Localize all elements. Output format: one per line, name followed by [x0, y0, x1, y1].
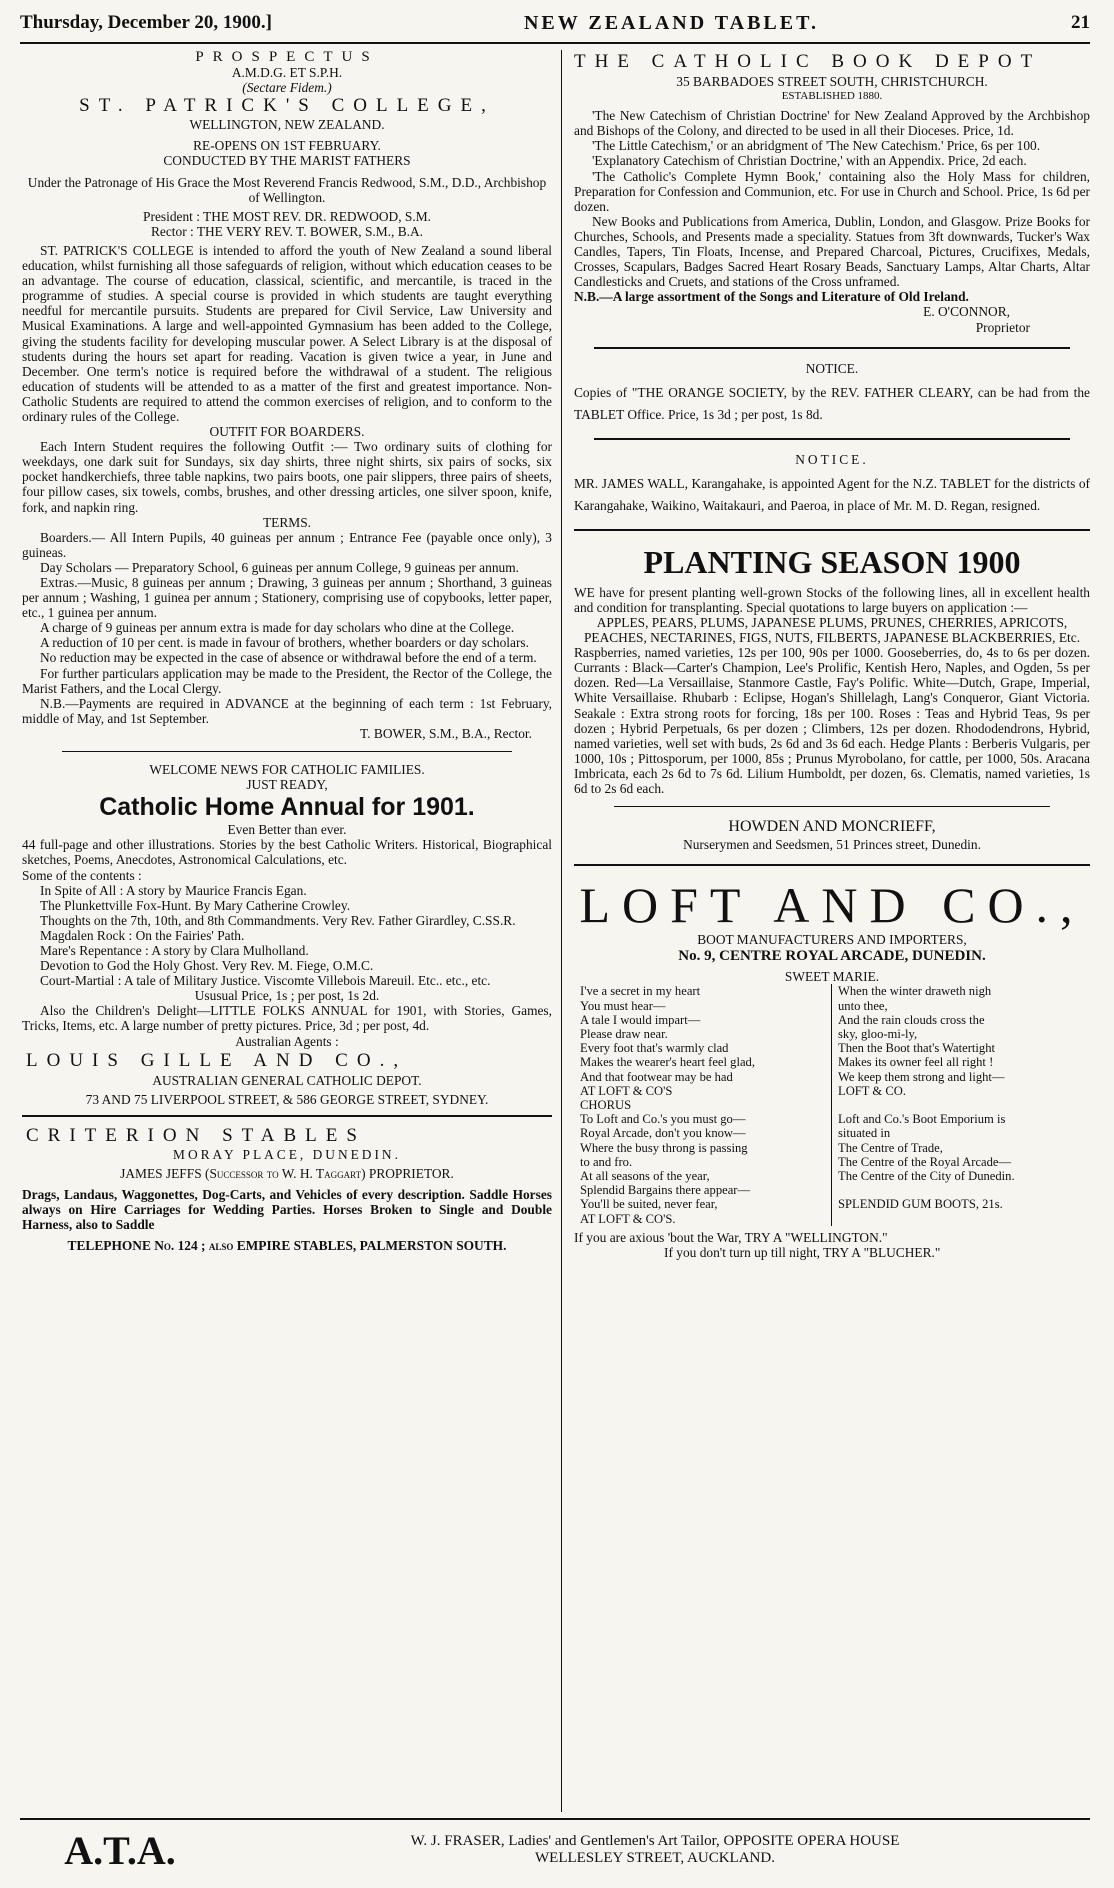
oconnor-proprietor: Proprietor: [975, 319, 1030, 335]
college-intro: ST. PATRICK'S COLLEGE is intended to afford the youth of New Zealand a sound liberal education, whilst furnishing all those safeguards of religion, without which education ceases to be an advantage. The course of education, classical, scientific, and mercantile, is traced in the programme of studies. A special course is provided in which students are taught everything needful for mercantile pursuits. Students are prepared for Civil Service, Law University and Musical Examinations. A large and well-appointed Gymnasium has been added to the College, giving the students facility for developing muscular power. A Select Library is at the disposal of students during the hours set apart for reading. Vacation is given twice a year, in June and December. One term's notice is required before the withdrawal of a student. The religious education of students will be attended to as a matter of the first and greatest importance. Non-Catholic Students are required to attend the common exercises of religion, and to conform to the ordinary rules of the College.: [22, 242, 552, 424]
loft-arcade: No. 9, CENTRE ROYAL ARCADE, DUNEDIN.: [678, 948, 986, 965]
depot-item: 'The Catholic's Complete Hymn Book,' containing also the Holy Mass for children, Preparation for Confession and Communion, etc. For use in Church and School. Price, 1s 6d per dozen.: [574, 168, 1090, 214]
notice1-heading: NOTICE.: [805, 360, 859, 376]
contents-item: Mare's Repentance : A story by Clara Mulholland.: [40, 942, 309, 958]
annual-description: 44 full-page and other illustrations. Stories by the best Catholic Writers. Historical, Biographical sketches, Poems, Anecdotes, Astronomical Calculations, etc.: [22, 837, 552, 868]
section-rule: [614, 806, 1050, 807]
agents-heading: Australian Agents :: [235, 1033, 339, 1049]
poem-right: When the winter draweth nigh unto thee, And the rain clouds cross the sky, gloo-mi-ly, Then the Boot that's Watertight Makes its owner feel all right ! We keep them strong and light— LOFT & CO. Loft and Co.'s Boot Emporium is situated in The Centre of Trade, The Centre of the Royal Arcade— The Centre of the City of Dunedin. SPLENDID GUM BOOTS, 21s.: [838, 984, 1015, 1212]
howden-moncrieff: HOWDEN AND MONCRIEFF,: [728, 818, 936, 836]
column-divider: [561, 50, 562, 1812]
left-column: [22, 50, 552, 1812]
terms-item: No reduction may be expected in the case of absence or withdrawal before the end of a term.: [40, 650, 537, 666]
annual-price: Ususual Price, 1s ; per post, 1s 2d.: [194, 988, 380, 1004]
terms-item: For further particulars application may be made to the President, the Rector of the College, the Marist Fathers, and the Local Clergy.: [22, 665, 552, 696]
even-better: Even Better than ever.: [227, 822, 347, 838]
rector-line: Rector : THE VERY REV. T. BOWER, S.M., B.A.: [150, 223, 424, 239]
book-depot-title: THE CATHOLIC BOOK DEPOT: [574, 51, 1042, 72]
terms-item: A charge of 9 guineas per annum extra is made for day scholars who dine at the College.: [40, 620, 515, 636]
president-line: President : THE MOST REV. DR. REDWOOD, S.M.: [143, 208, 431, 224]
page-header: [20, 4, 1090, 44]
header-page-number: 21: [1070, 12, 1090, 33]
war-line-2: If you don't turn up till night, TRY A "BLUCHER.": [664, 1244, 941, 1260]
contents-item: The Plunkettville Fox-Hunt. By Mary Catherine Crowley.: [40, 897, 351, 913]
stables-telephone: TELEPHONE No. 124 ; also EMPIRE STABLES, PALMERSTON SOUTH.: [67, 1238, 507, 1254]
depot-item: New Books and Publications from America, Dublin, London, and Glasgow. Prize Books for Churches, Schools, and Presents made a speciality. Statues from 3ft downwards, Tucker's Wax Candles, Tapers, Tin Floats, Incense, and Prepared Charcoal, Pictures, Crucifixes, Medals, Crosses, Scapulars, Badges Sacred Heart Rosary Beads, Sanctuary Lamps, Altar Charts, Altar Candlesticks and Cruets, and stations of the Cross unframed.: [574, 213, 1090, 290]
planting-intro: WE have for present planting well-grown Stocks of the following lines, all in excellent health and condition for transplanting. Special quotations to large buyers on application :—: [574, 584, 1090, 615]
planting-body: Raspberries, named varieties, 12s per 100, 90s per 1000. Gooseberries, do, 4s to 6s per dozen. Currants : Black—Carter's Champion, Lee's Prolific, Kentish Hero, Naples, and Ogden, 5s per dozen. Red—La Versaillaise, Stanmore Castle, Fay's Polific. White—Dutch, Grape, Imperial, White Versaillaise. Rhubarb : Eclipse, Hogan's Shillelagh, Lang's Conqueror, Giant Victoria. Seakale : Extra strong roots for forcing, 18s per 100. Roses : Teas and Hybrid Teas, 9s per dozen ; Hybrid Perpetuals, 6s per dozen ; Climbers, 12s per dozen. Rhododendrons, Hybrid, named varieties, well set with buds, 2s 6d and 3s 6d each. Hedge Plants : Berberis Vulgaris, per 1000, 10s ; Pittosporum, per 1000, 85s ; Prunus Myrobolano, for cattle, per 1000, 50s. Aracana Imbricata, each 2s 6d to 7s 6d. Lilium Humboldt, per dozen, 6s. Clematis, named varieties, 1s 6d to 2s 6d each.: [574, 645, 1090, 796]
outfit-heading: OUTFIT FOR BOARDERS.: [209, 424, 365, 440]
terms-item: N.B.—Payments are required in ADVANCE at the beginning of each term : 1st February, middle of May, and 1st September.: [22, 695, 552, 726]
moray-place: MORAY PLACE, DUNEDIN.: [173, 1146, 401, 1162]
terms-heading: TERMS.: [263, 514, 311, 530]
loft-title: LOFT AND CO.,: [579, 877, 1085, 934]
poem-columns: [574, 984, 1090, 1225]
planting-season-title: PLANTING SEASON 1900: [643, 543, 1021, 580]
boot-manufacturers: BOOT MANUFACTURERS AND IMPORTERS,: [697, 932, 967, 948]
james-jeffs: JAMES JEFFS (Successor to W. H. Taggart) PROPRIETOR.: [120, 1165, 454, 1181]
notice2-heading: NOTICE.: [795, 451, 869, 467]
conducted-line: CONDUCTED BY THE MARIST FATHERS: [163, 153, 411, 169]
reopens-line: RE-OPENS ON 1ST FEBRUARY.: [193, 138, 381, 154]
contents-item: In Spite of All : A story by Maurice Francis Egan.: [40, 882, 307, 898]
war-line-1: If you are axious 'bout the War, TRY A "WELLINGTON.": [574, 1229, 888, 1245]
outfit-text: Each Intern Student requires the following Outfit :— Two ordinary suits of clothing for weekdays, one dark suit for Sundays, six day shirts, three night shirts, six pairs of socks, six pocket handkerchiefs, three table napkins, two pairs boots, one pair slippers, three pairs of sheets, four pillow cases, six towels, combs, brushes, and other dressing articles, one silver spoon, knife, fork, and napkin ring.: [22, 439, 552, 515]
welcome-news: WELCOME NEWS FOR CATHOLIC FAMILIES.: [149, 762, 425, 778]
just-ready: JUST READY,: [246, 777, 328, 793]
terms-item: A reduction of 10 per cent. is made in favour of brothers, whether boarders or day scholars.: [40, 635, 529, 651]
section-rule: [22, 1115, 552, 1117]
terms-item: Extras.—Music, 8 guineas per annum ; Drawing, 3 guineas per annum ; Shorthand, 3 guineas per annum ; Washing, 1 guinea per annum ; Stationery, comprising use of copybooks, letter paper, etc., 1 guinea per annum.: [22, 575, 552, 621]
section-rule: [594, 438, 1070, 440]
contents-heading: Some of the contents :: [22, 867, 142, 883]
contents-item: Devotion to God the Holy Ghost. Very Rev. M. Fiege, O.M.C.: [40, 958, 374, 974]
depot-item: 'Explanatory Catechism of Christian Doctrine,' with an Appendix. Price, 2d each.: [592, 153, 1027, 169]
stables-description: Drags, Landaus, Waggonettes, Dog-Carts, and Vehicles of every description. Saddle Horses always on Hire Carriages for Wedding Parties. Horses Broken to Single and Double Harness, also to Saddle: [22, 1187, 552, 1233]
fraser-line-2: WELLESLEY STREET, AUCKLAND.: [535, 1850, 775, 1866]
terms-item: Day Scholars — Preparatory School, 6 guineas per annum College, 9 guineas per annum.: [40, 559, 519, 575]
louis-gille: LOUIS GILLE AND CO.,: [26, 1049, 408, 1071]
section-rule: [62, 751, 512, 752]
depot-item: 'The Little Catechism,' or an abridgment of 'The New Catechism.' Price, 6s per 100.: [592, 138, 1041, 154]
contents-item: Court-Martial : A tale of Military Justice. Viscomte Villebois Mareuil. Etc.. etc., etc.: [40, 973, 491, 989]
rector-signature: T. BOWER, S.M., B.A., Rector.: [360, 725, 532, 741]
planting-list: APPLES, PEARS, PLUMS, JAPANESE PLUMS, PRUNES, CHERRIES, APRICOTS, PEACHES, NECTARINES, FIGS, NUTS, FILBERTS, JAPANESE BLACKBERRIES, Etc.: [583, 614, 1081, 646]
contents-item: Thoughts on the 7th, 10th, and 8th Commandments. Very Rev. Father Girardley, C.SS.R.: [40, 912, 516, 928]
criterion-stables: CRITERION STABLES: [26, 1124, 366, 1146]
notice1-text: Copies of "THE ORANGE SOCIETY, by the REV. FATHER CLEARY, can be had from the TABLET Office. Price, 1s 3d ; per post, 1s 8d.: [574, 384, 1090, 422]
terms-item: Boarders.— All Intern Pupils, 40 guineas per annum ; Entrance Fee (payable once only), 3 guineas.: [22, 529, 552, 560]
depot-nb: N.B.—A large assortment of the Songs and Literature of Old Ireland.: [574, 289, 969, 305]
book-depot-address: 35 BARBADOES STREET SOUTH, CHRISTCHURCH.: [676, 74, 988, 89]
childrens-annual: Also the Children's Delight—LITTLE FOLKS ANNUAL for 1901, with Stories, Games, Tricks, Items, etc. A large number of pretty pictures. Price, 3d ; per post, 4d.: [22, 1003, 552, 1034]
depot-address: 73 AND 75 LIVERPOOL STREET, & 586 GEORGE STREET, SYDNEY.: [85, 1091, 489, 1107]
nursery-address: Nurserymen and Seedsmen, 51 Princes street, Dunedin.: [683, 837, 981, 853]
contents-item: Magdalen Rock : On the Fairies' Path.: [40, 927, 245, 943]
page-footer: [20, 1818, 1090, 1880]
fraser-line-1: W. J. FRASER, Ladies' and Gentlemen's Art Tailor, OPPOSITE OPERA HOUSE: [410, 1833, 900, 1849]
sweet-marie: SWEET MARIE.: [784, 969, 880, 985]
prospectus-heading: PROSPECTUS: [195, 50, 379, 65]
poem-left: I've a secret in my heart You must hear— A tale I would impart— Please draw near. Every foot that's warmly clad Makes the wearer's heart feel glad, And that footwear may be had AT LOFT & CO'S CHORUS To Loft and Co.'s you must go— Royal Arcade, don't you know— Where the busy throng is passing to and fro. At all seasons of the year, Splendid Bargains there appear— You'll be suited, never fear, AT LOFT & CO'S.: [574, 984, 832, 1225]
oconnor-name: E. O'CONNOR,: [923, 304, 1010, 320]
ata-logo: A.T.A.: [64, 1827, 176, 1873]
college-motto: (Sectare Fidem.): [242, 80, 332, 96]
section-rule: [574, 529, 1090, 531]
annual-title: Catholic Home Annual for 1901.: [99, 793, 475, 822]
right-column: [574, 50, 1090, 1812]
header-title: NEW ZEALAND TABLET.: [523, 11, 819, 34]
depot-item: 'The New Catechism of Christian Doctrine' for New Zealand Approved by the Archbishop and Bishops of the Colony, and directed to be used in all their Dioceses. Price, 1d.: [574, 108, 1090, 139]
catholic-depot: AUSTRALIAN GENERAL CATHOLIC DEPOT.: [152, 1072, 422, 1088]
section-rule: [574, 864, 1090, 866]
patronage-line: Under the Patronage of His Grace the Most Reverend Francis Redwood, S.M., D.D., Archbishop of Wellington.: [27, 174, 547, 205]
amdg-line: A.M.D.G. ET S.P.H.: [231, 65, 343, 81]
book-depot-established: ESTABLISHED 1880.: [781, 90, 883, 103]
notice2-text: MR. JAMES WALL, Karangahake, is appointed Agent for the N.Z. TABLET for the districts of Karangahake, Waikino, Waitakauri, and Paeroa, in place of Mr. M. D. Regan, resigned.: [574, 475, 1090, 513]
college-name: ST. PATRICK'S COLLEGE,: [79, 95, 495, 117]
college-location: WELLINGTON, NEW ZEALAND.: [189, 117, 385, 133]
fraser-advert: [220, 1833, 1090, 1867]
section-rule: [594, 347, 1070, 349]
header-date: Thursday, December 20, 1900.]: [20, 12, 272, 33]
